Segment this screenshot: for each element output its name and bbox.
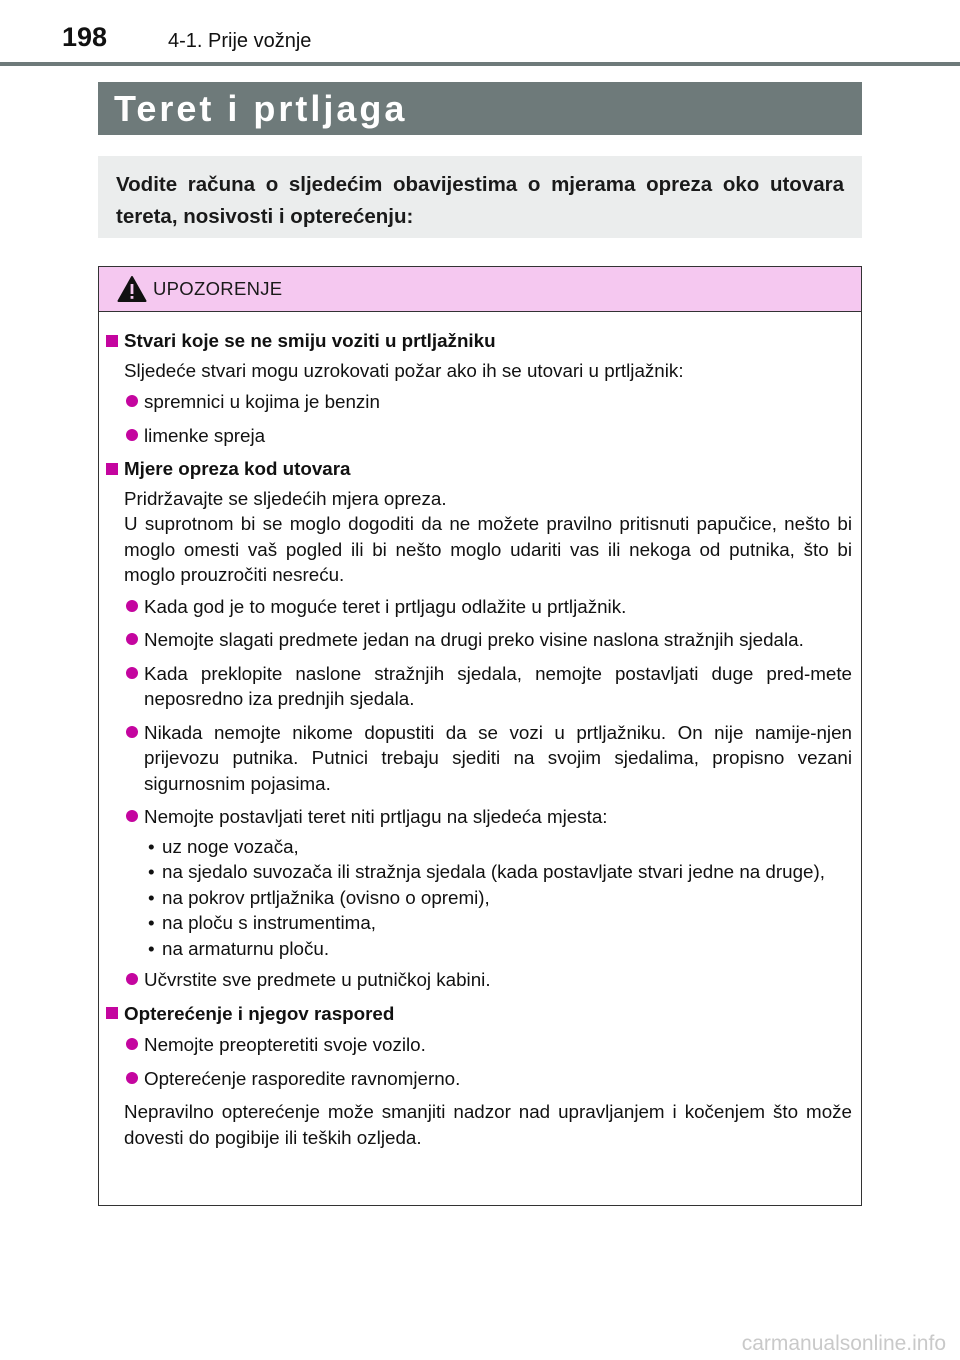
round-bullet-icon [126, 1038, 138, 1050]
sub-list-item: • na ploču s instrumentima, [148, 912, 376, 933]
page-title: Teret i prtljaga [114, 87, 408, 129]
list-item-text: Nikada nemojte nikome dopustiti da se vozi u prtljažniku. On nije namije-njen prijevozu putnika. Putnici trebaju sjediti na svojim sjedalima, propisno vezani sigurnosnim pojasima. [144, 721, 852, 794]
sub-list-item: • na pokrov prtljažnika (ovisno o opremi), [148, 886, 490, 908]
section-heading-text: Mjere opreza kod utovara [124, 458, 351, 479]
list-item-text: Opterećenje rasporedite ravnomjerno. [144, 1067, 461, 1089]
warning-label: UPOZORENJE [153, 278, 283, 299]
list-item [106, 1066, 852, 1092]
closing-paragraph: Nepravilno opterećenje može smanjiti nadzor nad upravljanjem i kočenjem što može dovesti do pogibije ili teških ozljeda. [124, 1101, 852, 1148]
list-item-text: Nemojte preopteretiti svoje vozilo. [144, 1034, 426, 1055]
round-bullet-icon [126, 600, 138, 612]
list-item-text: Nemojte slagati predmete jedan na drugi preko visine naslona stražnjih sjedala. [144, 629, 804, 650]
warning-header [99, 267, 861, 312]
round-bullet-icon [126, 429, 138, 441]
section-heading-text: Opterećenje i njegov raspored [124, 1002, 395, 1024]
warning-box [98, 266, 862, 1206]
header-rule [0, 62, 960, 66]
sub-list-item-text: na sjedalo suvozača ili stražnja sjedala (kada postavljate stvari jedne na druge), [162, 861, 825, 882]
intro-box [98, 156, 862, 238]
round-bullet-icon [126, 667, 138, 679]
square-bullet-icon [106, 335, 118, 347]
round-bullet-icon [126, 1072, 138, 1084]
round-bullet-icon [126, 726, 138, 738]
list-item [106, 804, 852, 830]
intro-text: Vodite računa o sljedećim obavijestima o mjerama opreza oko utovara tereta, nosivosti i opterećenju: [116, 173, 844, 228]
sub-list-item-text: na armaturnu ploču. [162, 937, 330, 959]
square-bullet-icon [106, 1007, 118, 1019]
section-intro: U suprotnom bi se moglo dogoditi da ne možete pravilno pritisnuti papučice, nešto bi moglo omesti vaš pogled ili bi nešto moglo udariti vas ili nekoga od putnika, što bi moglo prouzročiti nesreću. [124, 513, 852, 585]
sub-list-item-text: na pokrov prtljažnika (ovisno o opremi), [162, 886, 490, 908]
section-intro: Pridržavajte se sljedećih mjera opreza. [124, 487, 447, 509]
sub-list-item: • na sjedalo suvozača ili stražnja sjedala (kada postavljate stvari jedne na druge), [148, 861, 825, 882]
title-bar [98, 82, 862, 135]
square-bullet-icon [106, 463, 118, 475]
round-bullet-icon [126, 810, 138, 822]
list-item [106, 967, 852, 993]
section-heading-text: Stvari koje se ne smiju voziti u prtljažniku [124, 330, 496, 351]
list-item [106, 389, 852, 415]
list-item [106, 423, 852, 449]
sub-list-item-text: uz noge vozača, [162, 835, 299, 857]
section-intro: Sljedeće stvari mogu uzrokovati požar ako ih se utovari u prtljažnik: [124, 359, 684, 381]
warning-body [99, 312, 861, 1150]
sub-list-item: • na armaturnu ploču. [148, 937, 330, 959]
watermark: carmanualsonline.info [741, 1332, 946, 1355]
round-bullet-icon [126, 973, 138, 985]
list-item [106, 1032, 852, 1058]
round-bullet-icon [126, 633, 138, 645]
list-item-text: limenke spreja [144, 424, 266, 446]
list-item [106, 720, 852, 797]
warning-triangle-icon [117, 275, 147, 303]
list-item [106, 627, 852, 653]
list-item-text: Nemojte postavljati teret niti prtljagu na sljedeća mjesta: [144, 806, 608, 827]
round-bullet-icon [126, 395, 138, 407]
sub-list [144, 834, 852, 962]
list-item-text: Kada god je to moguće teret i prtljagu odlažite u prtljažnik. [144, 595, 627, 617]
section-heading [106, 1001, 852, 1027]
sub-list-item-text: na ploču s instrumentima, [162, 912, 376, 933]
page-number: 198 [62, 22, 108, 52]
list-item-text: Kada preklopite naslone stražnjih sjedala, nemojte postavljati duge pred-mete neposredno iza prednjih sjedala. [144, 662, 852, 709]
list-item [106, 661, 852, 712]
section-heading [106, 328, 852, 354]
running-header: 4-1. Prije vožnje [168, 30, 312, 52]
list-item-text: spremnici u kojima je benzin [144, 391, 380, 412]
sub-list-item: • uz noge vozača, [148, 835, 299, 857]
list-item-text: Učvrstite sve predmete u putničkoj kabini. [144, 969, 491, 990]
section-heading [106, 456, 852, 482]
list-item [106, 594, 852, 620]
